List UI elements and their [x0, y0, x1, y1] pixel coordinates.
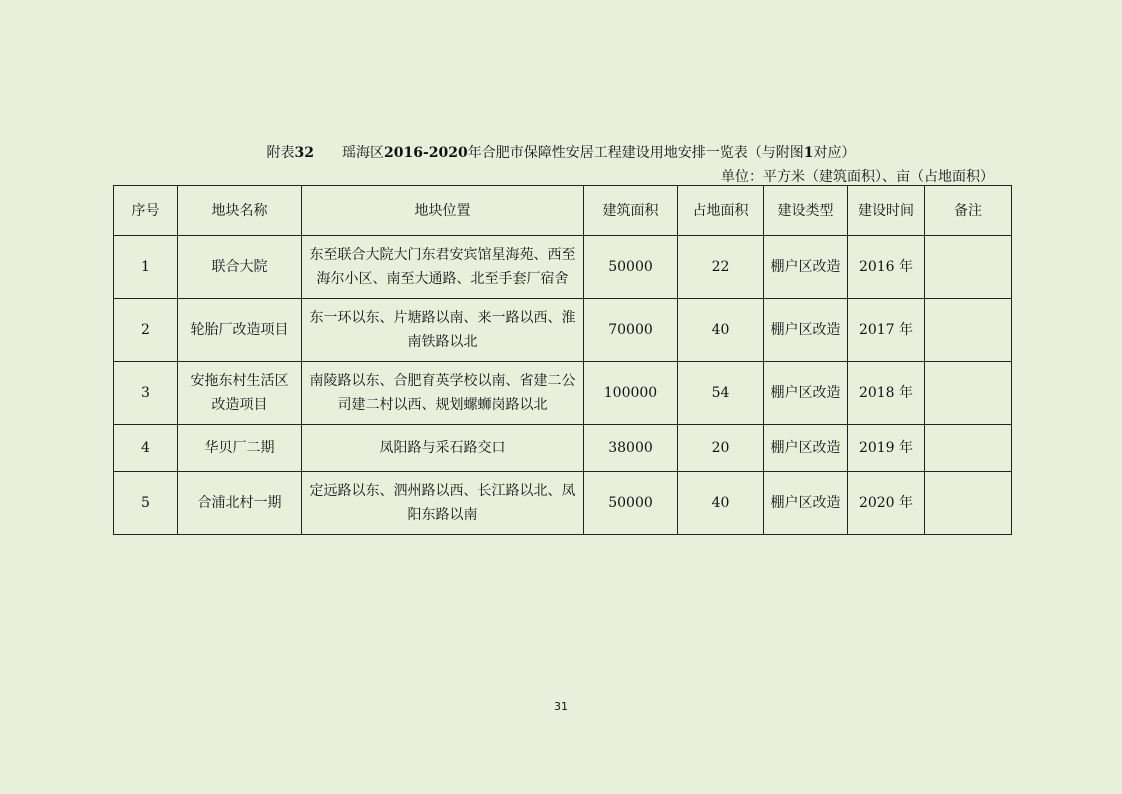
cell-name: 轮胎厂改造项目 — [178, 299, 302, 362]
title-years: 2016-2020 — [383, 145, 468, 161]
cell-year: 2016 年 — [848, 236, 925, 299]
cell-name: 合浦北村一期 — [178, 472, 302, 535]
cell-note — [925, 362, 1012, 425]
table-row — [114, 425, 1012, 472]
title-suffix: 对应） — [813, 145, 856, 161]
header-year: 建设时间 — [848, 186, 925, 236]
cell-note — [925, 236, 1012, 299]
header-type: 建设类型 — [764, 186, 848, 236]
unit-note: 单位：平方米（建筑面积）、亩（占地面积） — [721, 169, 994, 185]
cell-land-area: 40 — [678, 472, 764, 535]
header-building-area: 建筑面积 — [584, 186, 678, 236]
cell-type: 棚户区改造 — [764, 472, 848, 535]
cell-no: 1 — [114, 236, 178, 299]
cell-note — [925, 472, 1012, 535]
cell-type: 棚户区改造 — [764, 425, 848, 472]
title-fig: 1 — [803, 145, 814, 161]
cell-no: 4 — [114, 425, 178, 472]
cell-note — [925, 425, 1012, 472]
cell-year: 2017 年 — [848, 299, 925, 362]
header-note: 备注 — [925, 186, 1012, 236]
cell-name: 安拖东村生活区改造项目 — [178, 362, 302, 425]
cell-building-area: 70000 — [584, 299, 678, 362]
cell-no: 3 — [114, 362, 178, 425]
cell-type: 棚户区改造 — [764, 236, 848, 299]
cell-year: 2018 年 — [848, 362, 925, 425]
cell-land-area: 22 — [678, 236, 764, 299]
cell-land-area: 40 — [678, 299, 764, 362]
table-row — [114, 362, 1012, 425]
title-prefix: 附表 — [266, 145, 295, 161]
cell-building-area: 100000 — [584, 362, 678, 425]
cell-location: 东至联合大院大门东君安宾馆星海苑、西至海尔小区、南至大通路、北至手套厂宿舍 — [302, 236, 584, 299]
header-land-area: 占地面积 — [678, 186, 764, 236]
title-number: 32 — [294, 145, 314, 161]
cell-location: 定远路以东、泗州路以西、长江路以北、凤阳东路以南 — [302, 472, 584, 535]
table-title — [0, 142, 1122, 162]
cell-land-area: 20 — [678, 425, 764, 472]
header-name: 地块名称 — [178, 186, 302, 236]
cell-type: 棚户区改造 — [764, 362, 848, 425]
cell-note — [925, 299, 1012, 362]
title-district: 瑶海区 — [341, 145, 384, 161]
cell-year: 2020 年 — [848, 472, 925, 535]
cell-name: 联合大院 — [178, 236, 302, 299]
cell-location: 凤阳路与采石路交口 — [302, 425, 584, 472]
cell-no: 2 — [114, 299, 178, 362]
cell-building-area: 50000 — [584, 236, 678, 299]
cell-no: 5 — [114, 472, 178, 535]
header-no: 序号 — [114, 186, 178, 236]
cell-year: 2019 年 — [848, 425, 925, 472]
cell-type: 棚户区改造 — [764, 299, 848, 362]
page-number: 31 — [554, 700, 568, 713]
table-header-row — [114, 186, 1012, 236]
land-use-table — [113, 185, 1012, 535]
cell-location: 南陵路以东、合肥育英学校以南、省建二公司建二村以西、规划螺蛳岗路以北 — [302, 362, 584, 425]
cell-location: 东一环以东、片塘路以南、来一路以西、淮南铁路以北 — [302, 299, 584, 362]
cell-land-area: 54 — [678, 362, 764, 425]
table-row — [114, 299, 1012, 362]
table-row — [114, 472, 1012, 535]
cell-name: 华贝厂二期 — [178, 425, 302, 472]
header-location: 地块位置 — [302, 186, 584, 236]
table-row — [114, 236, 1012, 299]
cell-building-area: 38000 — [584, 425, 678, 472]
cell-building-area: 50000 — [584, 472, 678, 535]
title-text: 年合肥市保障性安居工程建设用地安排一览表（与附图 — [467, 145, 804, 161]
